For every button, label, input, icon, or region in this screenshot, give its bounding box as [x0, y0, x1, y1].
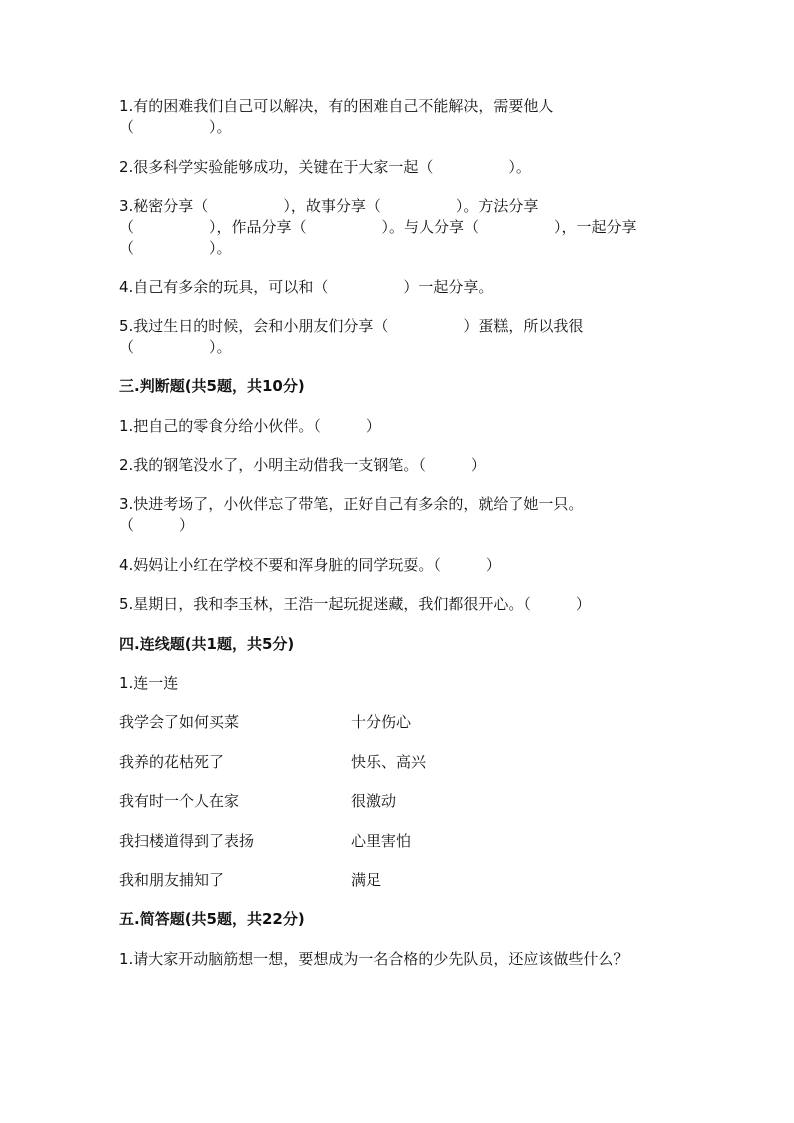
judge-q4: 4.妈妈让小红在学校不要和浑身脏的同学玩耍。（ ）	[119, 556, 501, 574]
match-left-item: 我有时一个人在家	[119, 792, 240, 810]
judge-q1: 1.把自己的零食分给小伙伴。（ ）	[119, 417, 381, 435]
judge-q5: 5.星期日，我和李玉林，王浩一起玩捉迷藏，我们都很开心。（ ）	[119, 595, 591, 613]
fill-q1-line1: 1.有的困难我们自己可以解决，有的困难自己不能解决，需要他人	[119, 97, 554, 115]
fill-q5-line1: 5.我过生日的时候，会和小朋友们分享（ ）蛋糕，所以我很	[119, 317, 584, 335]
fill-q1-line2: （ ）。	[119, 118, 232, 136]
match-left-item: 我扫楼道得到了表扬	[119, 832, 255, 850]
fill-q3-line3: （ ）。	[119, 239, 232, 257]
match-left-item: 我养的花枯死了	[119, 753, 225, 771]
match-right-item: 满足	[351, 871, 382, 889]
short-answer-q1: 1.请大家开动脑筋想一想，要想成为一名合格的少先队员，还应该做些什么？	[119, 950, 629, 968]
match-right-item: 很激动	[351, 792, 397, 810]
fill-q3-line1: 3.秘密分享（ ），故事分享（ ）。方法分享	[119, 197, 539, 215]
match-right-item: 十分伤心	[351, 713, 412, 731]
match-left-item: 我学会了如何买菜	[119, 713, 240, 731]
match-right-item: 快乐、高兴	[351, 753, 427, 771]
judge-q3-line2: （ ）	[119, 516, 195, 534]
fill-q5-line2: （ ）。	[119, 338, 232, 356]
section-judge-heading: 三.判断题(共5题，共10分)	[119, 377, 305, 395]
match-left-item: 我和朋友捕知了	[119, 871, 225, 889]
fill-q2-line1: 2.很多科学实验能够成功，关键在于大家一起（ ）。	[119, 158, 531, 176]
judge-q3-line1: 3.快进考场了，小伙伴忘了带笔，正好自己有多余的，就给了她一只。	[119, 495, 584, 513]
judge-q2: 2.我的钢笔没水了，小明主动借我一支钢笔。（ ）	[119, 456, 486, 474]
matching-q1: 1.连一连	[119, 674, 179, 692]
section-matching-heading: 四.连线题(共1题，共5分)	[119, 635, 295, 653]
section-short-answer-heading: 五.简答题(共5题，共22分)	[119, 910, 305, 928]
match-right-item: 心里害怕	[351, 832, 412, 850]
fill-q4-line1: 4.自己有多余的玩具，可以和（ ）一起分享。	[119, 278, 494, 296]
fill-q3-line2: （ ），作品分享（ ）。与人分享（ ），一起分享	[119, 218, 637, 236]
